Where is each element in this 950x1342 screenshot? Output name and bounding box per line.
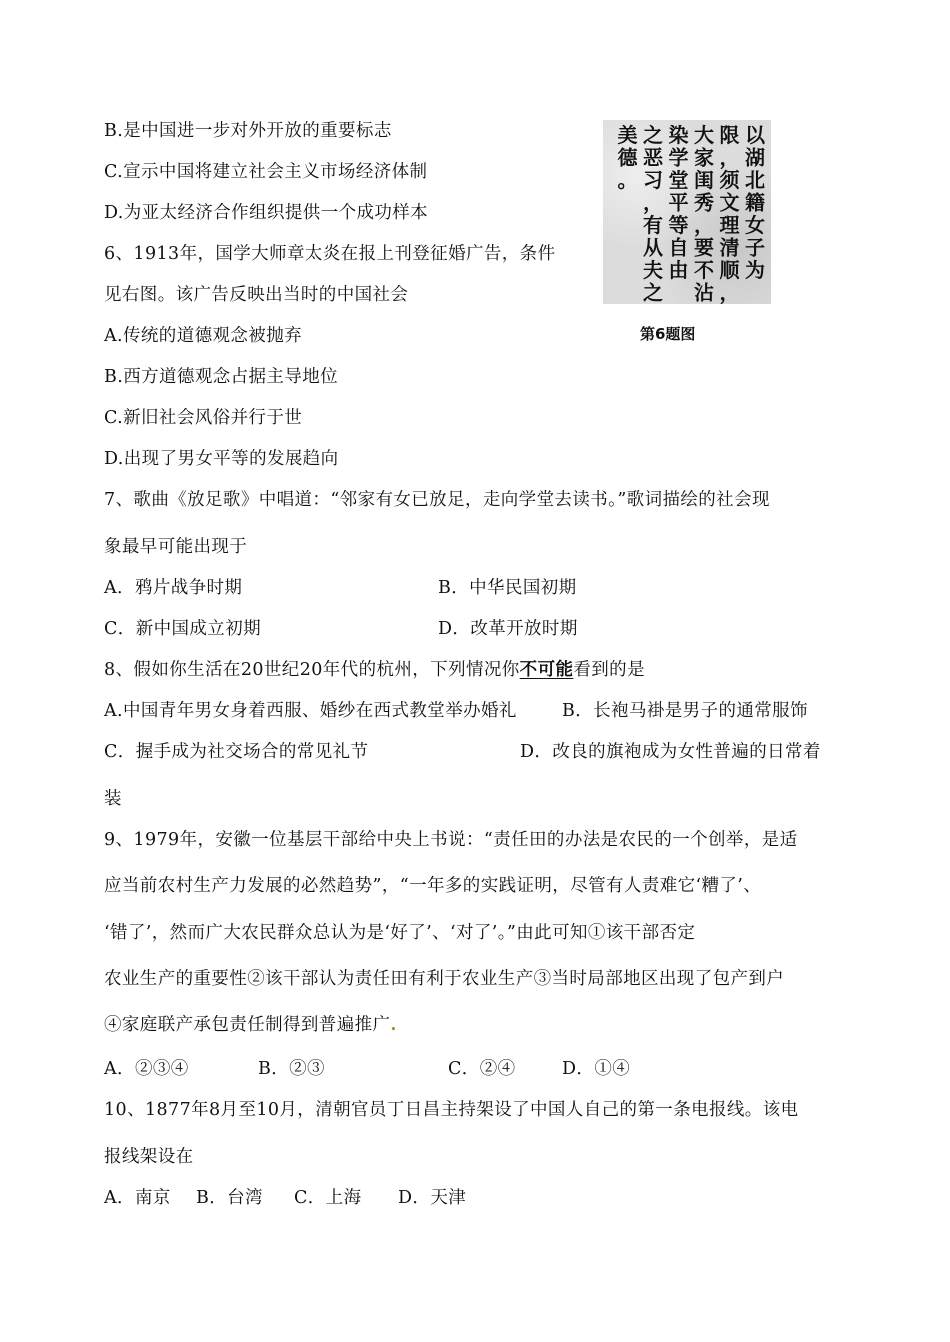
q8-stem-post: 看到的是 <box>573 660 645 680</box>
q8-option-a: A.中国青年男女身着西服、婚纱在西式教堂举办婚礼 <box>104 701 517 721</box>
q5-option-d: D.为亚太经济合作组织提供一个成功样本 <box>104 203 429 223</box>
q6-figure-column-1: 以湖北籍女子为 <box>745 123 765 282</box>
q9-line3: ‘错了’，然而广大农民群众总认为是‘好了’、‘对了’。”由此可知①该干部否定 <box>104 923 696 943</box>
q8-option-b: B．长袍马褂是男子的通常服饰 <box>562 701 808 721</box>
q9-option-b: B．②③ <box>258 1059 325 1079</box>
q6-figure-column-6: 美德。 <box>617 123 638 192</box>
q9-option-d: D．①④ <box>562 1059 631 1079</box>
q9-line2: 应当前农村生产力发展的必然趋势”，“一年多的实践证明，尽管有人责难它‘糟了’、 <box>104 876 762 896</box>
q6-option-d: D.出现了男女平等的发展趋向 <box>104 449 339 469</box>
q8-option-d-line1: D．改良的旗袍成为女性普遍的日常着 <box>520 742 821 762</box>
q9-option-a: A．②③④ <box>104 1059 189 1079</box>
q8-option-d-line2: 装 <box>104 789 122 809</box>
q7-option-d: D．改革开放时期 <box>438 619 578 639</box>
q9-option-c: C．②④ <box>448 1059 516 1079</box>
q10-option-c: C．上海 <box>294 1188 362 1208</box>
q6-stem-line2: 见右图。该广告反映出当时的中国社会 <box>104 285 409 305</box>
q6-option-c: C.新旧社会风俗并行于世 <box>104 408 303 428</box>
q8-stem-pre: 8、假如你生活在20世纪20年代的杭州，下列情况你 <box>104 660 520 680</box>
q6-figure-column-2: 限，须文理清顺， <box>719 123 740 304</box>
q6-figure-svg <box>603 120 771 304</box>
q9-line5-end: . <box>390 1015 397 1035</box>
q6-figure-column-5: 之恶习，有从夫之 <box>643 123 663 304</box>
q7-stem-line2: 象最早可能出现于 <box>104 537 248 557</box>
q9-line5 <box>104 1013 397 1037</box>
q8-option-c: C．握手成为社交场合的常见礼节 <box>104 742 369 762</box>
q6-figure-column-3: 大家闺秀，要不沾 <box>694 123 714 304</box>
q9-line4: 农业生产的重要性②该干部认为责任田有利于农业生产③当时局部地区出现了包产到户 <box>104 969 785 989</box>
q9-line5-text: ④家庭联产承包责任制得到普遍推广 <box>104 1015 391 1035</box>
q10-line1: 10、1877年8月至10月，清朝官员丁日昌主持架设了中国人自己的第一条电报线。该电 <box>104 1100 799 1120</box>
q10-option-d: D．天津 <box>398 1188 467 1208</box>
q10-line2: 报线架设在 <box>104 1147 194 1167</box>
q6-figure-column-4: 染学堂平等自由 <box>668 123 689 282</box>
q10-option-b: B．台湾 <box>196 1188 263 1208</box>
q5-option-c: C.宣示中国将建立社会主义市场经济体制 <box>104 162 428 182</box>
q6-figure-newspaper-ad <box>603 120 771 304</box>
q7-option-b: B．中华民国初期 <box>438 578 577 598</box>
q6-stem-line1: 6、1913年，国学大师章太炎在报上刊登征婚广告，条件 <box>104 244 556 264</box>
q5-option-b: B.是中国进一步对外开放的重要标志 <box>104 121 392 141</box>
q8-stem-emphasis: 不可能 <box>519 660 574 680</box>
q6-figure-caption: 第6题图 <box>640 325 696 343</box>
q6-option-a: A.传统的道德观念被抛弃 <box>104 326 302 346</box>
q7-option-c: C．新中国成立初期 <box>104 619 261 639</box>
q10-option-a: A．南京 <box>104 1188 171 1208</box>
q6-option-b: B.西方道德观念占据主导地位 <box>104 367 339 387</box>
q7-stem-line1: 7、歌曲《放足歌》中唱道：“邻家有女已放足，走向学堂去读书。”歌词描绘的社会现 <box>104 490 770 510</box>
q7-option-a: A．鸦片战争时期 <box>104 578 243 598</box>
q8-stem <box>104 658 645 682</box>
q9-line1: 9、1979年，安徽一位基层干部给中央上书说：“责任田的办法是农民的一个创举，是适 <box>104 830 798 850</box>
